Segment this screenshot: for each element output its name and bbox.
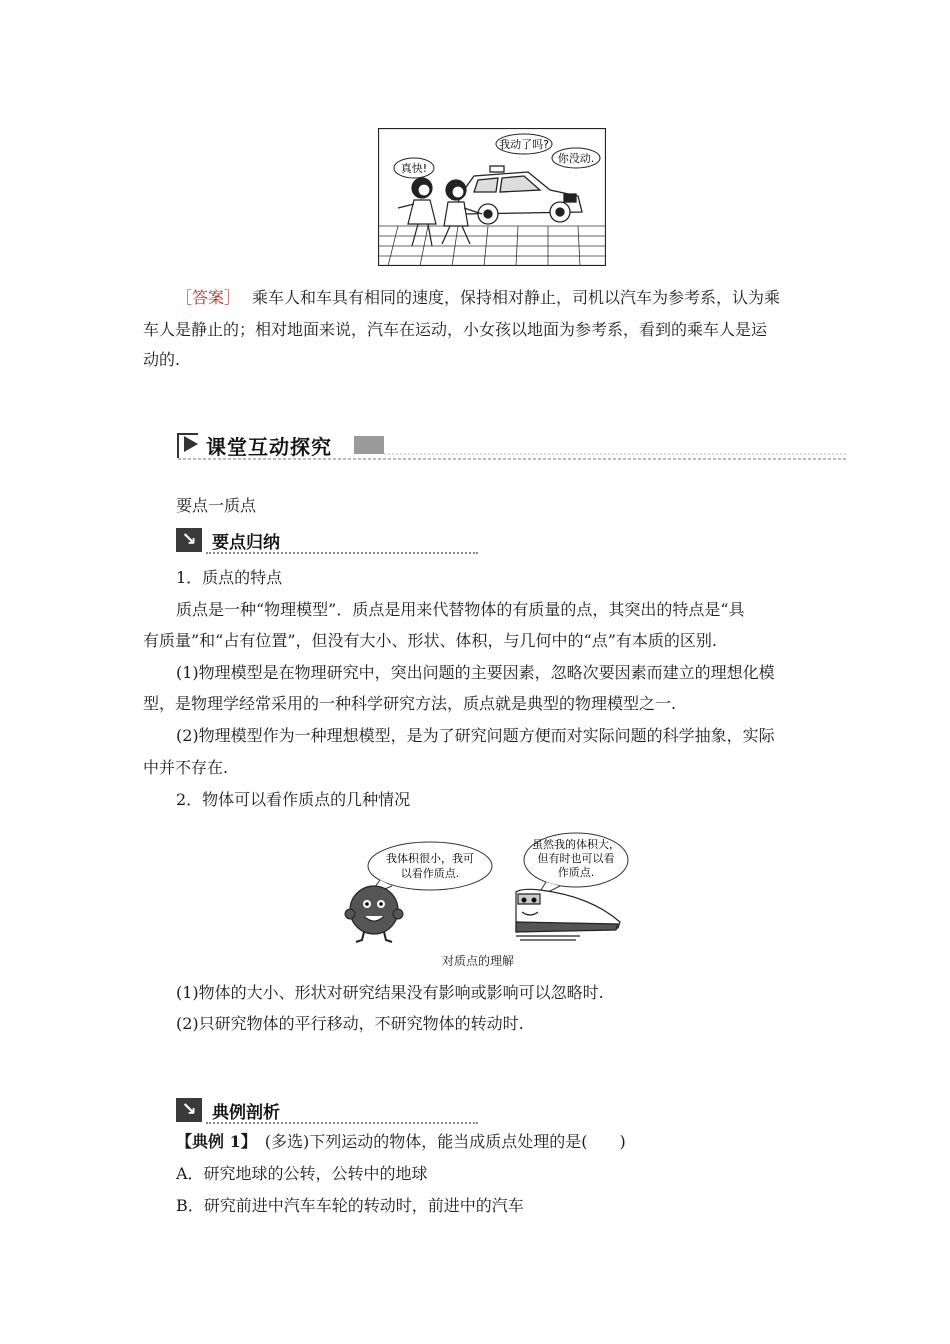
- answer-tag: ［答案］: [176, 288, 241, 307]
- example-question-text: (多选)下列运动的物体，能当成质点处理的是( ): [248, 1132, 626, 1151]
- item1-sub2-line-2: 中并不存在.: [143, 758, 229, 777]
- bubble-large-line-3: 作质点.: [557, 866, 595, 879]
- item1-sub1-line-1: (1)物理模型是在物理研究中，突出问题的主要因素，忽略次要因素而建立的理想化模: [176, 663, 775, 682]
- example-option-b: B．研究前进中汽车车轮的转动时，前进中的汽车: [176, 1196, 524, 1215]
- summary-heading-label: 要点归纳: [212, 533, 280, 553]
- bubble-large-line-1: 虽然我的体积大，: [532, 838, 620, 851]
- point-one-heading: 要点一质点: [176, 496, 257, 515]
- figure2-caption: 对质点的理解: [442, 954, 515, 968]
- bubble-did-i-move: 我动了吗?: [499, 138, 549, 151]
- item1-title: 1．质点的特点: [176, 568, 283, 587]
- answer-line-2: 车人是静止的；相对地面来说，汽车在运动，小女孩以地面为参考系，看到的乘车人是运: [143, 320, 768, 339]
- earth-character: [345, 886, 403, 942]
- arrow-icon: ↘: [176, 528, 202, 552]
- answer-text-1: 乘车人和车具有相同的速度，保持相对静止，司机以汽车为参考系，认为乘: [252, 288, 781, 307]
- figure-particle-illustration: [340, 832, 630, 972]
- train-character: [516, 889, 620, 940]
- item1-sub1-line-2: 型，是物理学经常采用的一种科学研究方法，质点就是典型的物理模型之一.: [143, 694, 677, 713]
- section-banner: [176, 428, 848, 462]
- bubble-large-line-2: 但有时也可以看: [537, 852, 615, 865]
- car-scene-drawing: [378, 128, 606, 266]
- example-heading-label: 典例剖析: [212, 1103, 280, 1123]
- figure-car-illustration: [378, 128, 606, 266]
- item2-list-1: (1)物体的大小、形状对研究结果没有影响或影响可以忽略时.: [176, 983, 604, 1002]
- item1-para-line-1: 质点是一种“物理模型”．质点是用来代替物体的有质量的点，其突出的特点是“具: [176, 600, 745, 619]
- earth-train-drawing: [340, 832, 630, 952]
- bubble-small-line-1: 我体积很小，我可: [386, 852, 474, 865]
- example-option-a: A．研究地球的公转，公转中的地球: [176, 1164, 428, 1183]
- item2-title: 2．物体可以看作质点的几种情况: [176, 790, 411, 809]
- item2-list-2: (2)只研究物体的平行移动，不研究物体的转动时.: [176, 1014, 524, 1033]
- item1-sub2-line-1: (2)物理模型作为一种理想模型，是为了研究问题方便而对实际问题的科学抽象，实际: [176, 726, 775, 745]
- arrow-icon-2: ↘: [176, 1098, 202, 1122]
- answer-line-3: 动的.: [143, 350, 181, 369]
- bubble-fast: 真快!: [400, 162, 428, 175]
- example-tag: 【典例 1】: [176, 1132, 249, 1151]
- bubble-you-didnt: 你没动.: [557, 152, 595, 165]
- bubble-small-line-2: 以看作质点.: [400, 867, 460, 880]
- answer-line-1: [176, 288, 780, 308]
- item1-para-line-2: 有质量”和“占有位置”，但没有大小、形状、体积，与几何中的“点”有本质的区别.: [143, 631, 717, 650]
- section-title: 课堂互动探究: [206, 435, 332, 459]
- example-question: [176, 1132, 626, 1152]
